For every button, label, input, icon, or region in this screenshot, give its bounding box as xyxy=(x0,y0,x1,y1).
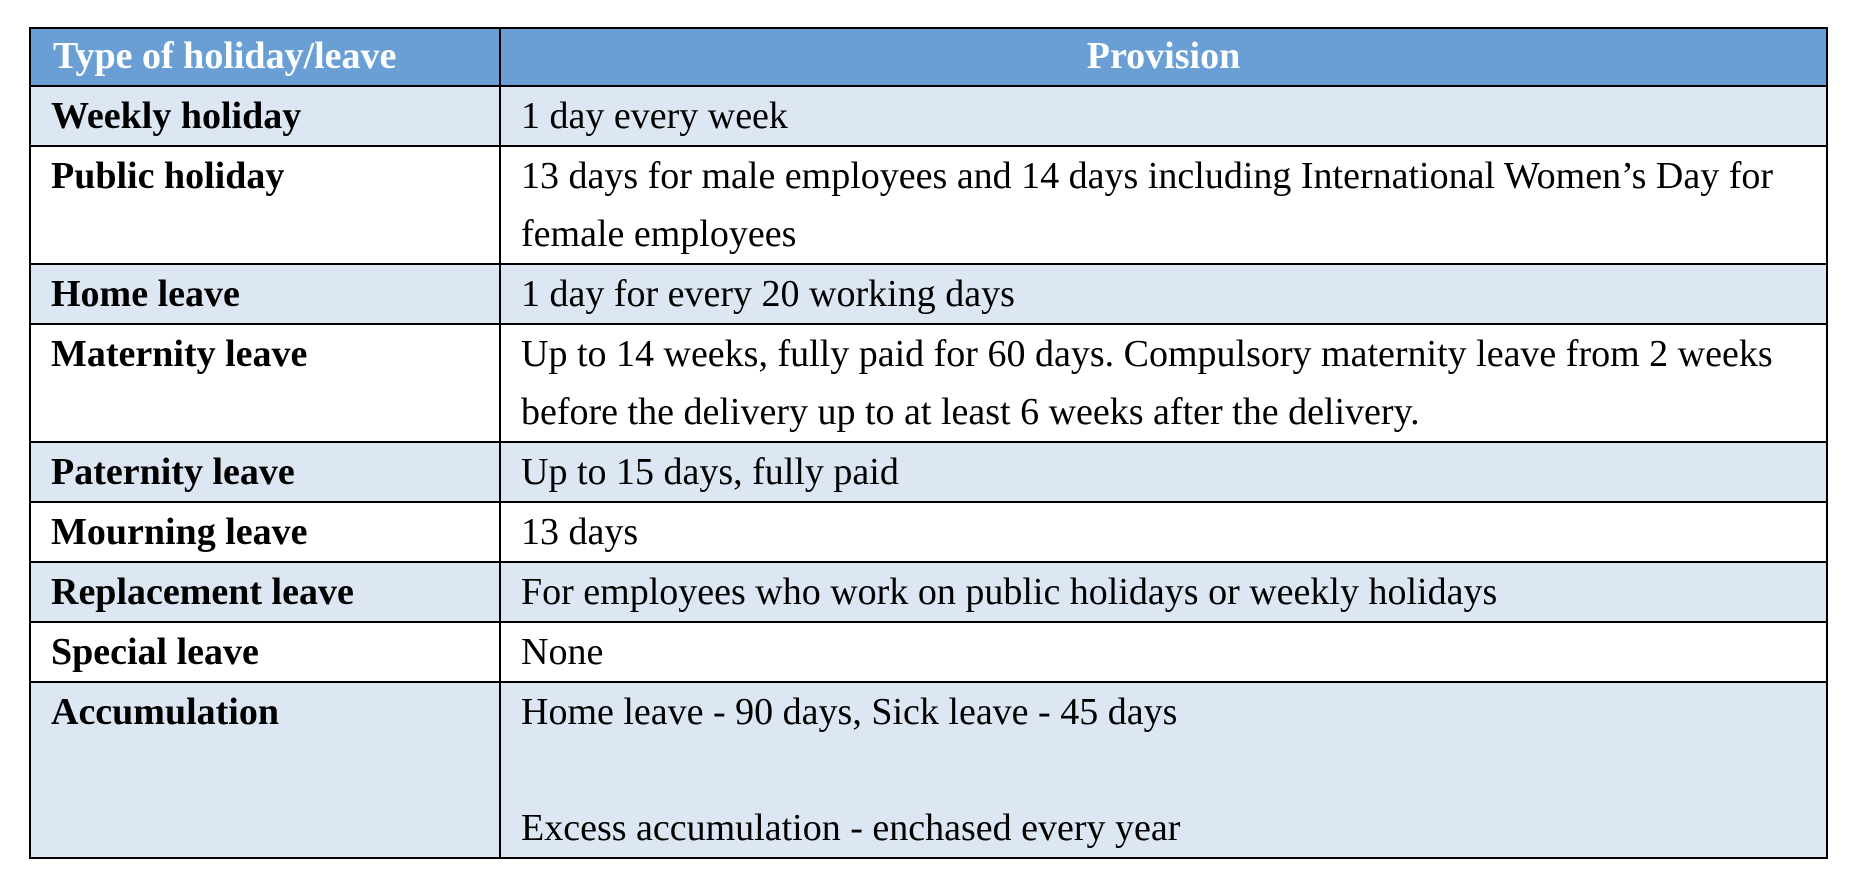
leave-type-cell: Mourning leave xyxy=(30,502,500,562)
table-row xyxy=(30,86,1827,146)
blank-line xyxy=(521,741,1806,799)
provision-line: Home leave - 90 days, Sick leave - 45 days xyxy=(521,691,1178,733)
provision-cell: Up to 15 days, fully paid xyxy=(500,442,1827,502)
leave-type-cell: Public holiday xyxy=(30,146,500,264)
table-row xyxy=(30,442,1827,502)
leave-type-cell: Special leave xyxy=(30,622,500,682)
table-row xyxy=(30,502,1827,562)
leave-provisions-table xyxy=(29,27,1828,859)
table-row xyxy=(30,264,1827,324)
provision-line: Excess accumulation - enchased every year xyxy=(521,807,1181,849)
provision-cell: Up to 14 weeks, fully paid for 60 days. Compulsory maternity leave from 2 weeks before the delivery up to at least 6 weeks after the delivery. xyxy=(500,324,1827,442)
leave-type-cell: Paternity leave xyxy=(30,442,500,502)
provision-cell: 1 day for every 20 working days xyxy=(500,264,1827,324)
leave-type-cell: Weekly holiday xyxy=(30,86,500,146)
table-row xyxy=(30,562,1827,622)
column-header-type: Type of holiday/leave xyxy=(30,28,500,86)
leave-type-cell: Replacement leave xyxy=(30,562,500,622)
leave-type-cell: Accumulation xyxy=(30,682,500,858)
provision-cell: 13 days for male employees and 14 days including International Women’s Day for female employees xyxy=(500,146,1827,264)
provision-cell xyxy=(500,682,1827,858)
table-row xyxy=(30,324,1827,442)
provision-cell: For employees who work on public holidays or weekly holidays xyxy=(500,562,1827,622)
table-row xyxy=(30,146,1827,264)
provision-cell: None xyxy=(500,622,1827,682)
table-row xyxy=(30,622,1827,682)
column-header-provision: Provision xyxy=(500,28,1827,86)
table-row xyxy=(30,682,1827,858)
provision-cell: 13 days xyxy=(500,502,1827,562)
table-header-row xyxy=(30,28,1827,86)
leave-type-cell: Home leave xyxy=(30,264,500,324)
leave-type-cell: Maternity leave xyxy=(30,324,500,442)
provision-cell: 1 day every week xyxy=(500,86,1827,146)
